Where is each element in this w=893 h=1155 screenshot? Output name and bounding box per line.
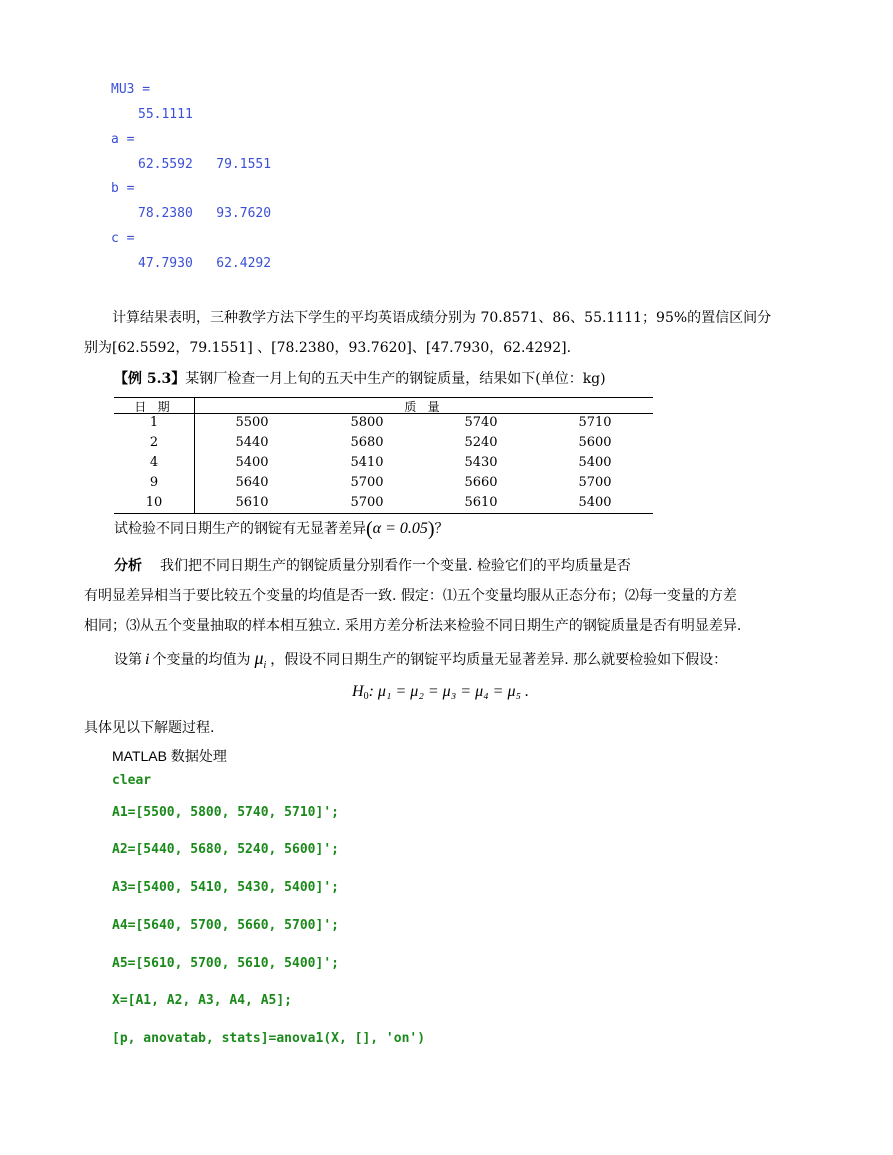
output-name-mu3: MU3 = xyxy=(111,82,151,97)
analysis-line-1-text: 我们把不同日期生产的钢锭质量分别看作一个变量. 检验它们的平均质量是否 xyxy=(160,558,631,574)
h-symbol: H xyxy=(352,683,364,700)
var-i: i xyxy=(145,651,150,668)
table-cell-day: 9 xyxy=(149,475,159,490)
table-cell-day: 2 xyxy=(149,435,159,450)
code-line-anova: [p, anovatab, stats]=anova1(X, [], 'on') xyxy=(112,1031,426,1046)
question-line xyxy=(114,518,449,541)
table-cell-mass: 5700 xyxy=(578,475,612,490)
h-subscript: 0 xyxy=(363,691,369,702)
table-cell-mass: 5660 xyxy=(464,475,498,490)
matlab-section-title: MATLAB 数据处理 xyxy=(112,748,227,764)
table-cell-mass: 5400 xyxy=(578,455,612,470)
alpha-level: α = 0.05 xyxy=(372,520,428,537)
table-cell-mass: 5710 xyxy=(578,415,612,430)
hypothesis-equation xyxy=(352,683,529,702)
var-mu: μ xyxy=(254,648,264,668)
table-cell-mass: 5410 xyxy=(350,455,384,470)
example-label: 【例 5.3】 xyxy=(114,371,186,387)
table-cell-mass: 5610 xyxy=(235,495,269,510)
hypothesis-intro xyxy=(114,648,727,671)
example-heading xyxy=(114,368,606,388)
paren-open: ( xyxy=(366,518,373,540)
example-text: 某钢厂检查一月上旬的五天中生产的钢锭质量，结果如下(单位：kg) xyxy=(185,371,606,387)
table-cell-day: 4 xyxy=(149,455,159,470)
paren-close: ) xyxy=(427,518,435,540)
table-cell-mass: 5400 xyxy=(578,495,612,510)
analysis-line-1 xyxy=(114,555,631,575)
code-line-a2: A2=[5440, 5680, 5240, 5600]'; xyxy=(112,842,339,857)
hypothesis-intro-c: ，假设不同日期生产的钢锭平均质量无显著差异. 那么就要检验如下假设： xyxy=(270,652,728,668)
code-line-x: X=[A1, A2, A3, A4, A5]; xyxy=(112,993,293,1008)
table-cell-mass: 5800 xyxy=(350,415,384,430)
conclusion-line-2: 别为[62.5592，79.1551] 、[78.2380，93.7620]、[47.7930，62.4292]. xyxy=(84,340,572,356)
code-line-a4: A4=[5640, 5700, 5660, 5700]'; xyxy=(112,918,339,933)
question-end: ？ xyxy=(434,521,449,537)
table-cell-mass: 5400 xyxy=(235,455,269,470)
table-cell-mass: 5600 xyxy=(578,435,612,450)
table-cell-day: 1 xyxy=(149,415,159,430)
header-mass: 质 量 xyxy=(404,400,444,414)
hypothesis-after: 具体见以下解题过程. xyxy=(84,720,215,736)
table-cell-mass: 5740 xyxy=(464,415,498,430)
analysis-label: 分析 xyxy=(114,557,142,573)
output-value-b: 78.2380 93.7620 xyxy=(138,206,272,221)
analysis-line-2: 有明显差异相当于要比较五个变量的均值是否一致. 假定：⑴五个变量均服从正态分布；⑵每一变量的方差 xyxy=(84,588,737,604)
question-text: 试检验不同日期生产的钢锭有无显著差异 xyxy=(114,521,366,537)
code-line-a1: A1=[5500, 5800, 5740, 5710]'; xyxy=(112,805,339,820)
header-date: 日 期 xyxy=(134,400,174,414)
code-line-a3: A3=[5400, 5410, 5430, 5400]'; xyxy=(112,880,339,895)
output-name-c: c = xyxy=(111,231,135,246)
table-cell-mass: 5440 xyxy=(235,435,269,450)
table-cell-mass: 5680 xyxy=(350,435,384,450)
output-value-a: 62.5592 79.1551 xyxy=(138,157,272,172)
table-cell-mass: 5240 xyxy=(464,435,498,450)
code-line-clear: clear xyxy=(112,773,152,788)
table-cell-mass: 5430 xyxy=(464,455,498,470)
table-cell-mass: 5640 xyxy=(235,475,269,490)
table-cell-day: 10 xyxy=(145,495,163,510)
table-cell-mass: 5610 xyxy=(464,495,498,510)
output-name-b: b = xyxy=(111,181,135,196)
output-value-c: 47.7930 62.4292 xyxy=(138,256,272,271)
code-line-a5: A5=[5610, 5700, 5610, 5400]'; xyxy=(112,956,339,971)
equation-body: : μ₁ = μ₂ = μ₃ = μ₄ = μ₅ . xyxy=(368,683,530,700)
var-mu-sub: i xyxy=(263,660,267,671)
analysis-line-3: 相同；⑶从五个变量抽取的样本相互独立. 采用方差分析法来检验不同日期生产的钢锭质量是否有明显差异. xyxy=(84,618,742,634)
output-value-mu3: 55.1111 xyxy=(138,107,193,122)
hypothesis-intro-a: 设第 xyxy=(114,652,142,668)
output-name-a: a = xyxy=(111,132,135,147)
conclusion-line-1: 计算结果表明，三种教学方法下学生的平均英语成绩分别为 70.8571、86、55.1111；95%的置信区间分 xyxy=(112,310,772,326)
hypothesis-intro-b: 个变量的均值为 xyxy=(152,652,251,668)
table-cell-mass: 5700 xyxy=(350,475,384,490)
table-cell-mass: 5700 xyxy=(350,495,384,510)
table-cell-mass: 5500 xyxy=(235,415,269,430)
